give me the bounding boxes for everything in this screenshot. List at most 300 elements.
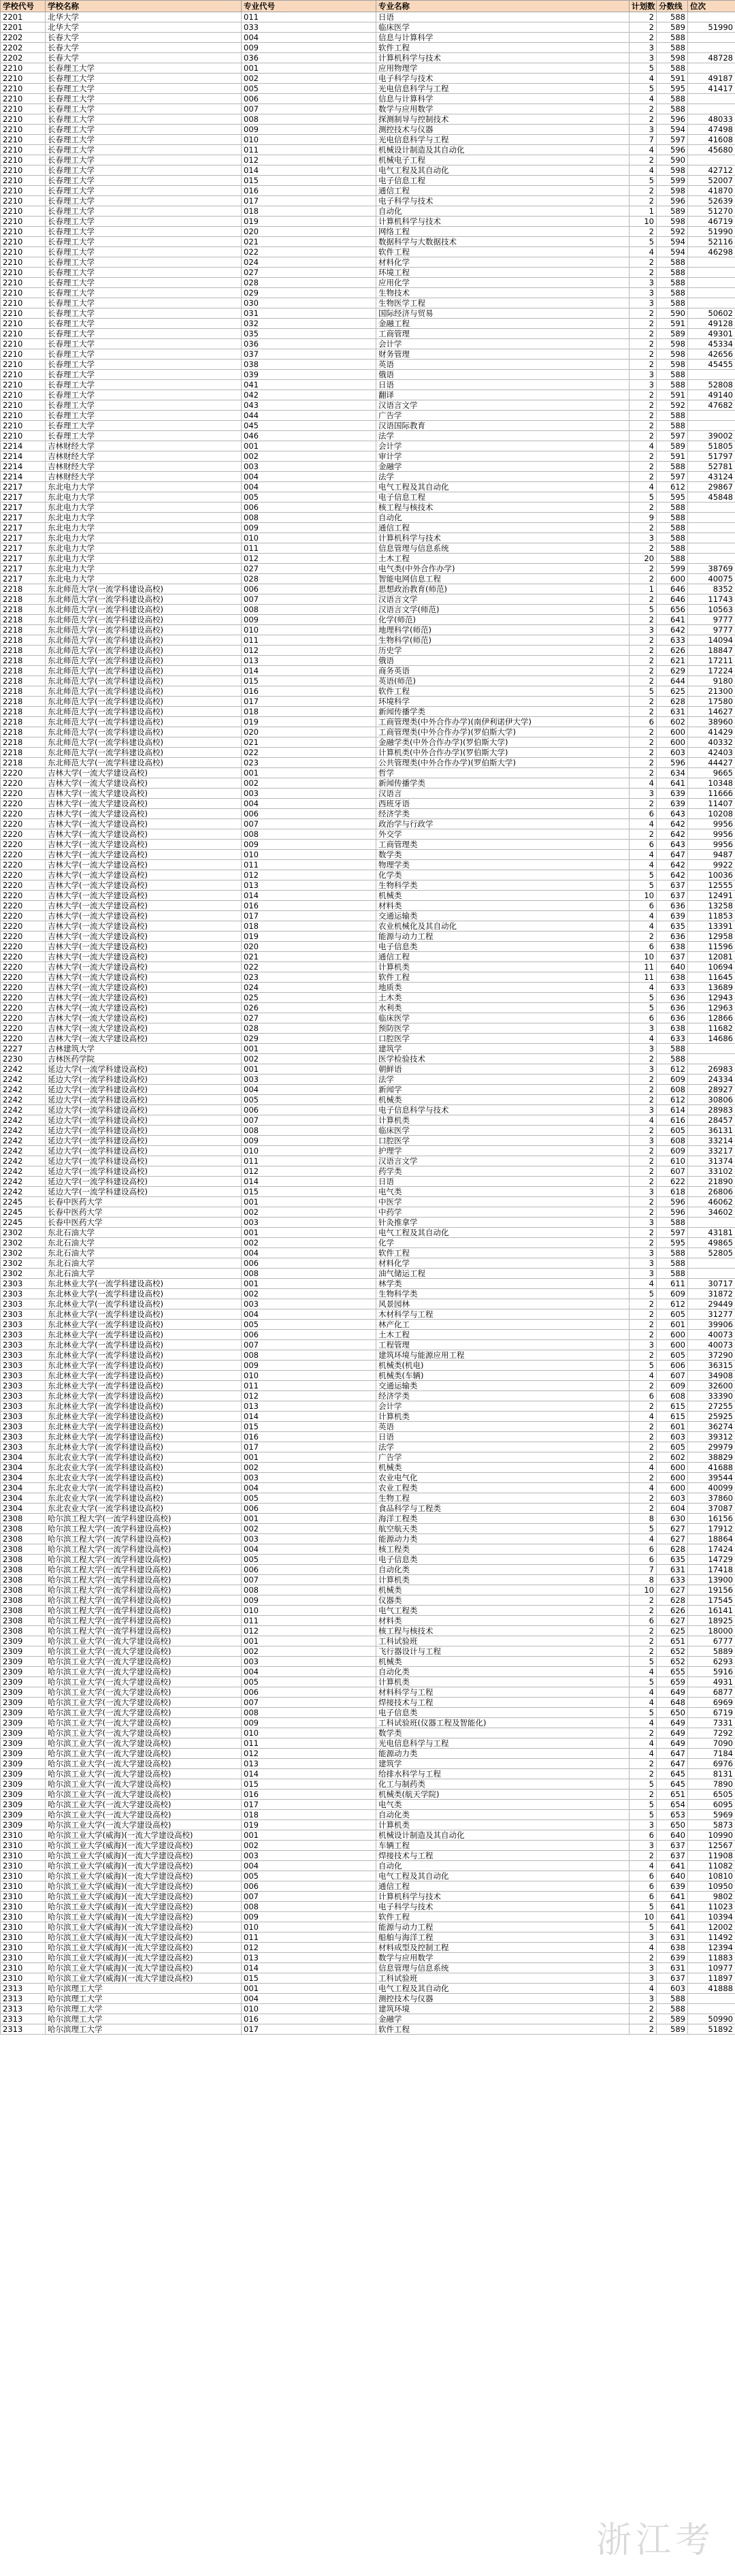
table-row — [1, 1371, 735, 1381]
major-code-cell: 006 — [242, 1687, 376, 1698]
school-name-cell: 吉林大学(一流大学建设高校) — [46, 840, 242, 850]
table-row — [1, 1218, 735, 1228]
plan-count-cell: 2 — [630, 1759, 657, 1769]
rank-cell: 6976 — [688, 1759, 735, 1769]
score-line-cell: 592 — [657, 227, 688, 237]
table-row — [1, 748, 735, 758]
table-row — [1, 380, 735, 390]
rank-cell: 14729 — [688, 1555, 735, 1565]
major-name-cell: 经济学类 — [376, 809, 630, 819]
table-row — [1, 1575, 735, 1585]
school-code-cell: 2210 — [1, 206, 46, 217]
score-line-cell: 638 — [657, 942, 688, 952]
school-code-cell: 2220 — [1, 819, 46, 829]
table-row — [1, 1483, 735, 1493]
major-code-cell: 019 — [242, 932, 376, 942]
school-code-cell: 2303 — [1, 1401, 46, 1412]
major-name-cell: 机械设计制造及其自动化 — [376, 145, 630, 155]
score-line-cell: 594 — [657, 125, 688, 135]
score-line-cell: 641 — [657, 1912, 688, 1922]
plan-count-cell: 4 — [630, 94, 657, 104]
table-row — [1, 135, 735, 145]
major-code-cell: 011 — [242, 860, 376, 870]
plan-count-cell: 6 — [630, 1830, 657, 1841]
major-code-cell: 042 — [242, 390, 376, 400]
major-code-cell: 010 — [242, 1728, 376, 1738]
score-line-cell: 589 — [657, 22, 688, 33]
school-code-cell: 2242 — [1, 1136, 46, 1146]
table-row — [1, 737, 735, 748]
school-name-cell: 吉林财经大学 — [46, 472, 242, 482]
score-line-cell: 636 — [657, 901, 688, 911]
school-code-cell: 2313 — [1, 2024, 46, 2035]
school-name-cell: 东北电力大学 — [46, 503, 242, 513]
plan-count-cell: 2 — [630, 758, 657, 768]
score-line-cell: 594 — [657, 247, 688, 257]
rank-cell: 40073 — [688, 1340, 735, 1350]
rank-cell: 11883 — [688, 1953, 735, 1963]
school-code-cell: 2220 — [1, 1003, 46, 1013]
table-row — [1, 921, 735, 932]
rank-cell: 51270 — [688, 206, 735, 217]
major-code-cell: 004 — [242, 1994, 376, 2004]
rank-cell — [688, 1994, 735, 2004]
plan-count-cell: 2 — [630, 1330, 657, 1340]
school-name-cell: 长春理工大学 — [46, 278, 242, 288]
table-row — [1, 564, 735, 574]
score-line-cell: 591 — [657, 319, 688, 329]
plan-count-cell: 2 — [630, 574, 657, 584]
major-name-cell: 食品科学与工程类 — [376, 1504, 630, 1514]
major-name-cell: 新闻学 — [376, 1085, 630, 1095]
plan-count-cell: 2 — [630, 22, 657, 33]
major-code-cell: 016 — [242, 686, 376, 697]
rank-cell: 45455 — [688, 360, 735, 370]
school-name-cell: 东北农业大学(一流学科建设高校) — [46, 1473, 242, 1483]
plan-count-cell: 11 — [630, 962, 657, 972]
plan-count-cell: 2 — [630, 697, 657, 707]
school-name-cell: 长春理工大学 — [46, 421, 242, 431]
table-row — [1, 370, 735, 380]
major-name-cell: 计算机科学与技术 — [376, 217, 630, 227]
table-row — [1, 1820, 735, 1830]
table-row — [1, 809, 735, 819]
major-name-cell: 汉语言文学(师范) — [376, 605, 630, 615]
plan-count-cell: 4 — [630, 1749, 657, 1759]
school-code-cell: 2218 — [1, 635, 46, 646]
major-code-cell: 007 — [242, 104, 376, 114]
rank-cell: 42403 — [688, 748, 735, 758]
major-name-cell: 电子信息工程 — [376, 176, 630, 186]
score-line-cell: 588 — [657, 298, 688, 308]
school-code-cell: 2210 — [1, 329, 46, 339]
rank-cell: 41688 — [688, 1463, 735, 1473]
score-line-cell: 596 — [657, 1197, 688, 1207]
major-name-cell: 临床医学 — [376, 1013, 630, 1023]
score-line-cell: 588 — [657, 104, 688, 114]
score-line-cell: 596 — [657, 196, 688, 206]
school-name-cell: 延边大学(一流学科建设高校) — [46, 1075, 242, 1085]
major-code-cell: 014 — [242, 1769, 376, 1779]
plan-count-cell: 2 — [630, 676, 657, 686]
school-name-cell: 哈尔滨工业大学(威海)(一流大学建设高校) — [46, 1871, 242, 1881]
major-code-cell: 001 — [242, 1830, 376, 1841]
score-line-cell: 627 — [657, 1524, 688, 1534]
plan-count-cell: 6 — [630, 1881, 657, 1892]
major-name-cell: 日语 — [376, 1177, 630, 1187]
school-name-cell: 哈尔滨工业大学(威海)(一流大学建设高校) — [46, 1861, 242, 1871]
school-name-cell: 延边大学(一流学科建设高校) — [46, 1105, 242, 1115]
table-row — [1, 451, 735, 462]
rank-cell: 40332 — [688, 737, 735, 748]
table-row — [1, 319, 735, 329]
score-line-cell: 588 — [657, 94, 688, 104]
school-code-cell: 2303 — [1, 1320, 46, 1330]
major-code-cell: 006 — [242, 809, 376, 819]
major-code-cell: 019 — [242, 717, 376, 727]
rank-cell: 49140 — [688, 390, 735, 400]
school-name-cell: 哈尔滨工程大学(一流学科建设高校) — [46, 1595, 242, 1606]
major-name-cell: 机械电子工程 — [376, 155, 630, 165]
rank-cell: 5873 — [688, 1820, 735, 1830]
major-code-cell: 027 — [242, 564, 376, 574]
rank-cell: 12081 — [688, 952, 735, 962]
rank-cell — [688, 33, 735, 43]
major-code-cell: 008 — [242, 1269, 376, 1279]
school-code-cell: 2220 — [1, 901, 46, 911]
rank-cell: 6505 — [688, 1790, 735, 1800]
table-row — [1, 1994, 735, 2004]
score-line-cell: 639 — [657, 799, 688, 809]
major-name-cell: 数学类 — [376, 850, 630, 860]
rank-cell: 43181 — [688, 1228, 735, 1238]
school-code-cell: 2214 — [1, 441, 46, 451]
rank-cell: 29979 — [688, 1442, 735, 1452]
score-line-cell: 600 — [657, 1330, 688, 1340]
school-name-cell: 哈尔滨工业大学(一流大学建设高校) — [46, 1698, 242, 1708]
major-name-cell: 通信工程 — [376, 952, 630, 962]
plan-count-cell: 4 — [630, 1412, 657, 1422]
major-code-cell: 006 — [242, 584, 376, 594]
major-name-cell: 电子科学与技术 — [376, 74, 630, 84]
score-line-cell: 596 — [657, 145, 688, 155]
school-code-cell: 2309 — [1, 1759, 46, 1769]
school-code-cell: 2313 — [1, 2014, 46, 2024]
plan-count-cell: 4 — [630, 1279, 657, 1289]
table-row — [1, 717, 735, 727]
rank-cell: 6777 — [688, 1636, 735, 1647]
major-code-cell: 019 — [242, 1820, 376, 1830]
score-line-cell: 637 — [657, 891, 688, 901]
score-line-cell: 647 — [657, 850, 688, 860]
rank-cell: 51797 — [688, 451, 735, 462]
plan-count-cell: 4 — [630, 1943, 657, 1953]
school-code-cell: 2310 — [1, 1881, 46, 1892]
school-code-cell: 2210 — [1, 339, 46, 349]
plan-count-cell: 2 — [630, 390, 657, 400]
rank-cell: 9487 — [688, 850, 735, 860]
school-name-cell: 哈尔滨工程大学(一流学科建设高校) — [46, 1616, 242, 1626]
major-code-cell: 007 — [242, 1892, 376, 1902]
plan-count-cell: 5 — [630, 1922, 657, 1933]
school-code-cell: 2309 — [1, 1810, 46, 1820]
school-code-cell: 2309 — [1, 1738, 46, 1749]
school-code-cell: 2310 — [1, 1922, 46, 1933]
major-code-cell: 020 — [242, 942, 376, 952]
major-code-cell: 002 — [242, 1647, 376, 1657]
plan-count-cell: 5 — [630, 63, 657, 74]
school-name-cell: 吉林建筑大学 — [46, 1044, 242, 1054]
major-name-cell: 智能电网信息工程 — [376, 574, 630, 584]
plan-count-cell: 5 — [630, 870, 657, 880]
plan-count-cell: 6 — [630, 840, 657, 850]
table-row — [1, 819, 735, 829]
rank-cell — [688, 94, 735, 104]
score-line-cell: 653 — [657, 1810, 688, 1820]
rank-cell: 39002 — [688, 431, 735, 441]
rank-cell: 21300 — [688, 686, 735, 697]
table-row — [1, 778, 735, 789]
table-row — [1, 789, 735, 799]
table-row — [1, 1361, 735, 1371]
score-line-cell: 637 — [657, 880, 688, 891]
plan-count-cell: 4 — [630, 165, 657, 176]
plan-count-cell: 4 — [630, 145, 657, 155]
rank-cell: 16156 — [688, 1514, 735, 1524]
school-name-cell: 吉林大学(一流大学建设高校) — [46, 921, 242, 932]
plan-count-cell: 2 — [630, 1606, 657, 1616]
plan-count-cell: 2 — [630, 656, 657, 666]
school-code-cell: 2210 — [1, 94, 46, 104]
major-name-cell: 材料科学与工程 — [376, 1687, 630, 1698]
score-line-cell: 639 — [657, 1881, 688, 1892]
school-name-cell: 哈尔滨工业大学(一流大学建设高校) — [46, 1728, 242, 1738]
school-name-cell: 长春理工大学 — [46, 104, 242, 114]
school-code-cell: 2220 — [1, 1023, 46, 1034]
rank-cell: 30717 — [688, 1279, 735, 1289]
major-name-cell: 英语(师范) — [376, 676, 630, 686]
table-row — [1, 145, 735, 155]
school-code-cell: 2210 — [1, 155, 46, 165]
major-code-cell: 006 — [242, 1504, 376, 1514]
plan-count-cell: 4 — [630, 1667, 657, 1677]
major-name-cell: 软件工程 — [376, 972, 630, 983]
major-code-cell: 005 — [242, 1320, 376, 1330]
table-row — [1, 390, 735, 400]
school-code-cell: 2245 — [1, 1218, 46, 1228]
table-row — [1, 1851, 735, 1861]
plan-count-cell: 2 — [630, 1197, 657, 1207]
major-code-cell: 006 — [242, 503, 376, 513]
major-code-cell: 002 — [242, 1524, 376, 1534]
rank-cell: 11853 — [688, 911, 735, 921]
score-line-cell: 588 — [657, 380, 688, 390]
score-line-cell: 603 — [657, 1984, 688, 1994]
major-name-cell: 能源与动力工程 — [376, 932, 630, 942]
major-name-cell: 数学类 — [376, 1728, 630, 1738]
school-name-cell: 哈尔滨工程大学(一流学科建设高校) — [46, 1524, 242, 1534]
major-name-cell: 药学类 — [376, 1166, 630, 1177]
major-name-cell: 计算机类 — [376, 1412, 630, 1422]
school-name-cell: 长春理工大学 — [46, 308, 242, 319]
table-row — [1, 942, 735, 952]
score-line-cell: 604 — [657, 1504, 688, 1514]
major-code-cell: 017 — [242, 196, 376, 206]
plan-count-cell: 2 — [630, 503, 657, 513]
school-code-cell: 2210 — [1, 411, 46, 421]
school-name-cell: 吉林大学(一流大学建设高校) — [46, 983, 242, 993]
major-code-cell: 005 — [242, 1095, 376, 1105]
school-name-cell: 长春理工大学 — [46, 431, 242, 441]
major-code-cell: 022 — [242, 962, 376, 972]
major-name-cell: 光电信息科学与工程 — [376, 135, 630, 145]
plan-count-cell: 4 — [630, 1861, 657, 1871]
table-row — [1, 1738, 735, 1749]
rank-cell: 30806 — [688, 1095, 735, 1105]
score-line-cell: 588 — [657, 503, 688, 513]
school-code-cell: 2218 — [1, 584, 46, 594]
major-code-cell: 003 — [242, 1473, 376, 1483]
major-code-cell: 008 — [242, 1708, 376, 1718]
major-code-cell: 004 — [242, 1248, 376, 1258]
rank-cell: 6969 — [688, 1698, 735, 1708]
school-name-cell: 长春中医药大学 — [46, 1218, 242, 1228]
major-code-cell: 045 — [242, 421, 376, 431]
table-row — [1, 1534, 735, 1544]
major-name-cell: 焊接技术与工程 — [376, 1698, 630, 1708]
rank-cell: 6095 — [688, 1800, 735, 1810]
score-line-cell: 598 — [657, 165, 688, 176]
major-code-cell: 012 — [242, 155, 376, 165]
major-code-cell: 002 — [242, 1054, 376, 1064]
major-name-cell: 焊接技术与工程 — [376, 1851, 630, 1861]
score-line-cell: 602 — [657, 1452, 688, 1463]
school-code-cell: 2220 — [1, 932, 46, 942]
table-row — [1, 1146, 735, 1156]
school-name-cell: 吉林大学(一流大学建设高校) — [46, 768, 242, 778]
plan-count-cell: 2 — [630, 1146, 657, 1156]
major-name-cell: 计算机类 — [376, 1575, 630, 1585]
score-line-cell: 639 — [657, 789, 688, 799]
score-line-cell: 649 — [657, 1728, 688, 1738]
school-code-cell: 2210 — [1, 257, 46, 268]
rank-cell: 37860 — [688, 1493, 735, 1504]
rank-cell: 10563 — [688, 605, 735, 615]
school-code-cell: 2210 — [1, 390, 46, 400]
major-name-cell: 电子科学与技术 — [376, 1902, 630, 1912]
plan-count-cell: 2 — [630, 1075, 657, 1085]
major-code-cell: 033 — [242, 22, 376, 33]
score-line-cell: 638 — [657, 972, 688, 983]
school-name-cell: 延边大学(一流学科建设高校) — [46, 1115, 242, 1126]
rank-cell: 12866 — [688, 1013, 735, 1023]
plan-count-cell: 5 — [630, 1524, 657, 1534]
school-code-cell: 2242 — [1, 1156, 46, 1166]
major-code-cell: 003 — [242, 1299, 376, 1309]
major-code-cell: 037 — [242, 349, 376, 360]
plan-count-cell: 5 — [630, 1657, 657, 1667]
table-row — [1, 1606, 735, 1616]
score-line-cell: 597 — [657, 431, 688, 441]
table-row — [1, 1493, 735, 1504]
score-line-cell: 600 — [657, 574, 688, 584]
rank-cell: 4931 — [688, 1677, 735, 1687]
table-row — [1, 1432, 735, 1442]
score-line-cell: 636 — [657, 993, 688, 1003]
school-name-cell: 长春理工大学 — [46, 206, 242, 217]
rank-cell: 21890 — [688, 1177, 735, 1187]
table-row — [1, 1330, 735, 1340]
major-name-cell: 机械类 — [376, 1095, 630, 1105]
school-code-cell: 2310 — [1, 1841, 46, 1851]
school-name-cell: 哈尔滨工业大学(威海)(一流大学建设高校) — [46, 1933, 242, 1943]
school-code-cell: 2310 — [1, 1973, 46, 1984]
major-code-cell: 011 — [242, 1156, 376, 1166]
rank-cell: 17224 — [688, 666, 735, 676]
table-row — [1, 1943, 735, 1953]
score-line-cell: 649 — [657, 1718, 688, 1728]
score-line-cell: 588 — [657, 257, 688, 268]
school-name-cell: 东北师范大学(一流学科建设高校) — [46, 635, 242, 646]
major-name-cell: 软件工程 — [376, 686, 630, 697]
school-code-cell: 2309 — [1, 1790, 46, 1800]
school-name-cell: 哈尔滨工业大学(威海)(一流大学建设高校) — [46, 1902, 242, 1912]
school-code-cell: 2202 — [1, 53, 46, 63]
school-code-cell: 2210 — [1, 145, 46, 155]
school-name-cell: 哈尔滨工业大学(一流大学建设高校) — [46, 1677, 242, 1687]
table-row — [1, 1166, 735, 1177]
plan-count-cell: 2 — [630, 431, 657, 441]
school-name-cell: 吉林大学(一流大学建设高校) — [46, 1023, 242, 1034]
school-name-cell: 东北师范大学(一流学科建设高校) — [46, 646, 242, 656]
major-name-cell: 机械设计制造及其自动化 — [376, 1830, 630, 1841]
plan-count-cell: 4 — [630, 1984, 657, 1994]
school-code-cell: 2220 — [1, 850, 46, 860]
school-code-cell: 2304 — [1, 1483, 46, 1493]
school-code-cell: 2220 — [1, 829, 46, 840]
rank-cell: 10950 — [688, 1881, 735, 1892]
school-code-cell: 2210 — [1, 421, 46, 431]
major-name-cell: 船舶与海洋工程 — [376, 1933, 630, 1943]
rank-cell: 37087 — [688, 1504, 735, 1514]
school-name-cell: 吉林大学(一流大学建设高校) — [46, 819, 242, 829]
school-code-cell: 2202 — [1, 33, 46, 43]
rank-cell: 6719 — [688, 1708, 735, 1718]
plan-count-cell: 2 — [630, 1095, 657, 1105]
school-code-cell: 2303 — [1, 1289, 46, 1299]
score-line-cell: 641 — [657, 1892, 688, 1902]
table-row — [1, 1054, 735, 1064]
major-name-cell: 俄语 — [376, 656, 630, 666]
score-line-cell: 588 — [657, 421, 688, 431]
score-line-cell: 603 — [657, 1493, 688, 1504]
major-code-cell: 010 — [242, 1606, 376, 1616]
school-name-cell: 长春理工大学 — [46, 186, 242, 196]
major-code-cell: 032 — [242, 319, 376, 329]
rank-cell: 39544 — [688, 1473, 735, 1483]
school-name-cell: 哈尔滨工业大学(一流大学建设高校) — [46, 1820, 242, 1830]
plan-count-cell: 3 — [630, 53, 657, 63]
plan-count-cell: 10 — [630, 891, 657, 901]
major-name-cell: 金融学 — [376, 462, 630, 472]
table-row — [1, 186, 735, 196]
rank-cell: 51990 — [688, 22, 735, 33]
school-name-cell: 东北师范大学(一流学科建设高校) — [46, 707, 242, 717]
school-name-cell: 东北林业大学(一流学科建设高校) — [46, 1422, 242, 1432]
plan-count-cell: 5 — [630, 1902, 657, 1912]
major-name-cell: 数学与应用数学 — [376, 104, 630, 114]
score-line-cell: 600 — [657, 1340, 688, 1350]
